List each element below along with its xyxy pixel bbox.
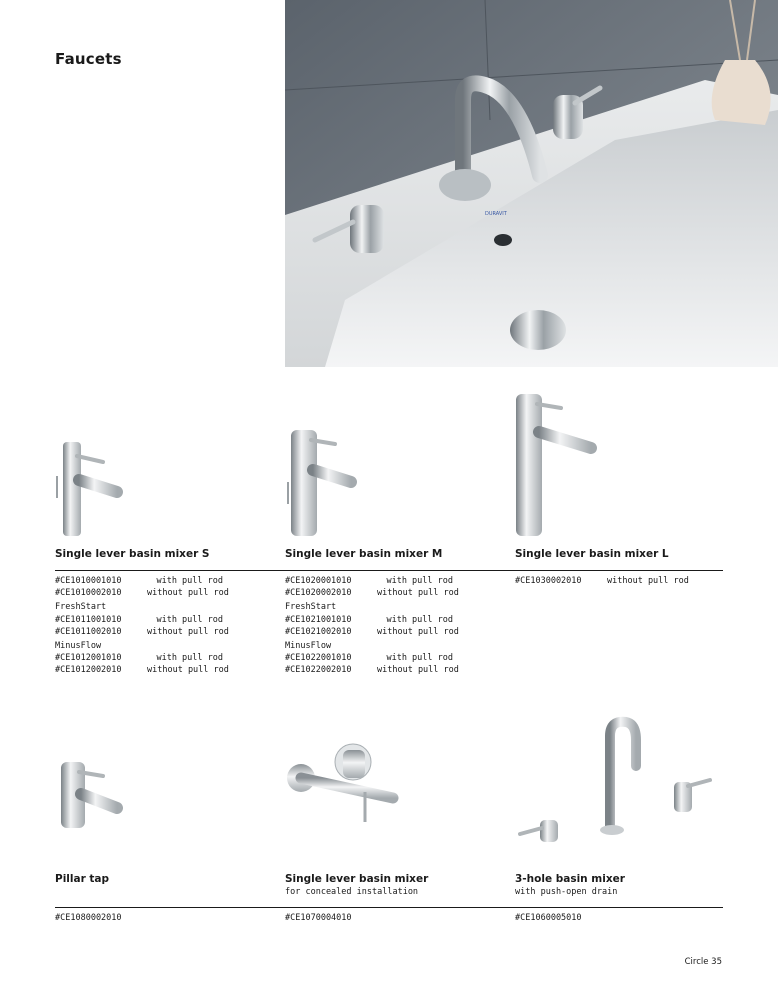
list-item: #CE1070004010	[285, 913, 352, 923]
list-item: #CE1021001010 with pull rod	[285, 614, 453, 625]
list-item: #CE1030002010 without pull rod	[515, 576, 689, 586]
list-item: #CE1020002010 without pull rod	[285, 588, 459, 599]
list-item: #CE1011002010 without pull rod	[55, 626, 229, 637]
list-item: #CE1012001010 with pull rod	[55, 653, 223, 664]
page-footer: Circle 35	[684, 957, 722, 967]
list-item: #CE1010002010 without pull rod	[55, 588, 229, 599]
list-item: #CE1060005010	[515, 913, 582, 923]
product-name: Single lever basin mixer L	[515, 548, 669, 560]
group-label: MinusFlow	[285, 641, 332, 652]
divider	[55, 570, 723, 571]
divider	[55, 907, 723, 908]
product-image-mixer-l	[513, 392, 603, 542]
product-name: Single lever basin mixer	[285, 873, 429, 885]
product-subtitle: for concealed installation	[285, 887, 419, 897]
product-image-3-hole-mixer	[512, 716, 722, 848]
product-name: 3-hole basin mixer	[515, 873, 625, 885]
group-label: FreshStart	[55, 602, 107, 613]
list-item: #CE1010001010 with pull rod	[55, 576, 223, 586]
hero-photo	[285, 0, 778, 367]
list-item: #CE1011001010 with pull rod	[55, 614, 223, 625]
product-codes-pillar-tap	[55, 912, 147, 924]
list-item: #CE1022001010 with pull rod	[285, 653, 453, 664]
hero-logo: DURAVIT	[485, 211, 507, 217]
list-item: #CE1080002010	[55, 913, 122, 923]
list-item: #CE1020001010 with pull rod	[285, 576, 453, 586]
list-item: #CE1022002010 without pull rod	[285, 665, 459, 676]
group-label: FreshStart	[285, 602, 337, 613]
product-codes-mixer-s	[55, 575, 229, 677]
product-subtitle: with push-open drain	[515, 887, 618, 897]
product-codes-mixer-m	[285, 575, 459, 677]
list-item: #CE1012002010 without pull rod	[55, 665, 229, 676]
group-label: MinusFlow	[55, 641, 102, 652]
product-image-mixer-s	[55, 436, 130, 542]
product-codes-3-hole-mixer	[515, 912, 607, 924]
product-name: Single lever basin mixer S	[55, 548, 210, 560]
product-name: Single lever basin mixer M	[285, 548, 443, 560]
page-title: Faucets	[55, 50, 122, 68]
list-item: #CE1021002010 without pull rod	[285, 626, 459, 637]
product-image-concealed-mixer	[285, 742, 405, 830]
product-codes-mixer-l	[515, 575, 689, 587]
product-codes-concealed-mixer	[285, 912, 377, 924]
product-image-mixer-m	[285, 428, 360, 542]
product-name: Pillar tap	[55, 873, 110, 885]
product-image-pillar-tap	[55, 760, 130, 834]
